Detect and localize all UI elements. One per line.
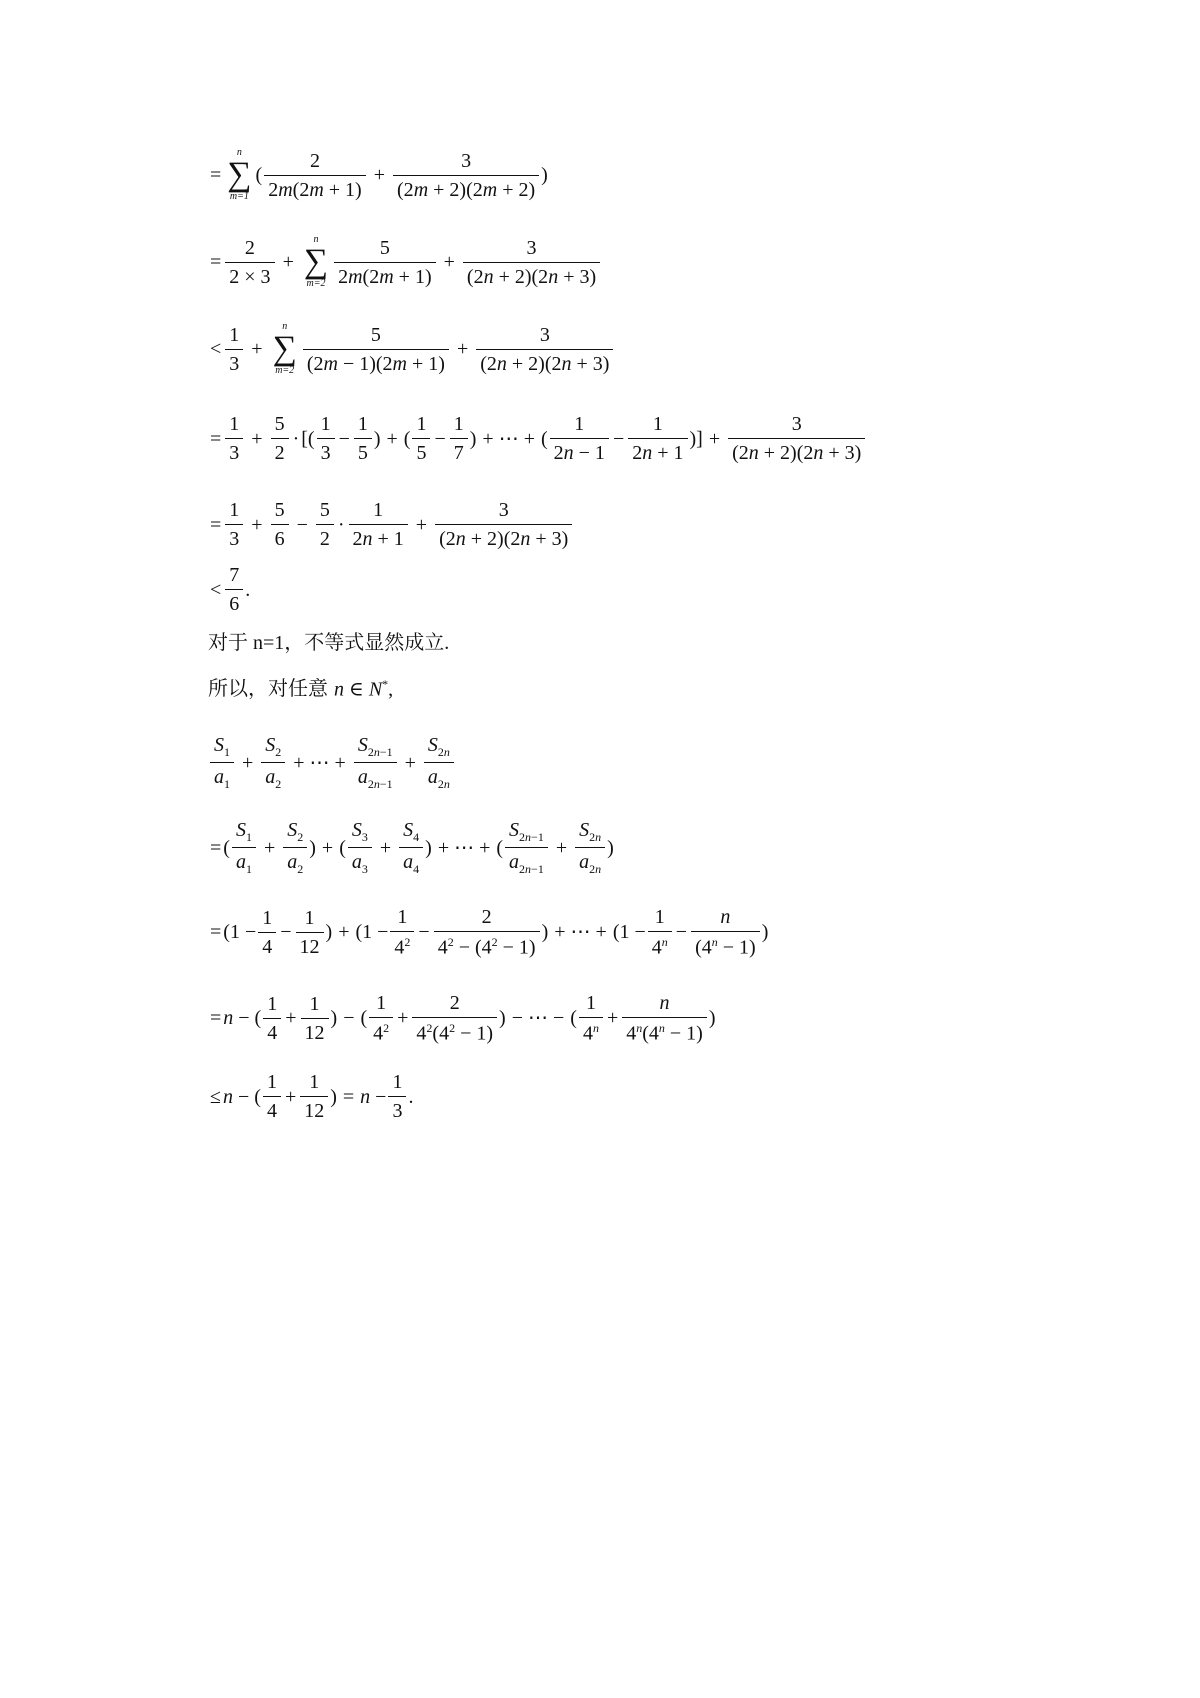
equation-line-3: < $\frac{1}{3}$ + n ∑ m=2 $\frac{5}{(2m - 1)(2m + 1)}$ + $\frac{3}{(2n + 2)(2n + 3)}$	[208, 322, 615, 376]
equation-line-4: = $\frac{1}{3}$ + $\frac{5}{2}$ · [( $\frac{1}{3}$ − $\frac{1}{5}$ ) + ( $\frac{1}{5}$ − $\frac{1}{7}$ ) + ⋯ + ( $\frac{1}{2n - 1}$ − $\frac{1}{2n + 1}$ )] + $\frac{3}{(2n + 2)(2n + 3)}$	[208, 414, 867, 463]
summation: n ∑ m=1	[227, 147, 252, 202]
equation-line-2: = $\frac{2}{2 \times 3}$ + n ∑ m=2 $\frac{5}{2m(2m + 1)}$ + $\frac{3}{(2n + 2)(2n + 3)}$	[208, 235, 602, 289]
equation-line-7: $\frac{S_1}{a_1}$ + $\frac{S_2}{a_2}$ + ⋯ + $\frac{S_{2n-1}}{a_{2n-1}}$ + $\frac{S_{2n}}{a_{2n}}$	[208, 735, 456, 790]
text-line-2-prefix: 所以，对任意	[208, 677, 328, 700]
text-line-2: 所以，对任意 n ∈ N*,	[208, 677, 394, 701]
equation-line-5: = $\frac{1}{3}$ + $\frac{5}{6}$ − $\frac{5}{2}$ · $\frac{1}{2n + 1}$ + $\frac{3}{(2n + 2)(2n + 3)}$	[208, 500, 574, 549]
equation-line-8: = ( $\frac{S_1}{a_1}$ + $\frac{S_2}{a_2}$ ) + ( $\frac{S_3}{a_3}$ + $\frac{S_4}{a_4}$ ) + ⋯ + ( $\frac{S_{2n-1}}{a_{2n-1}}$ + $\frac{S_{2n}}{a_{2n}}$ )	[210, 819, 614, 876]
equation-line-11: ≤ n − ( $\frac{1}{4}$ + $\frac{1}{12}$ ) = n − $\frac{1}{3}$ .	[210, 1071, 414, 1122]
text-line-1: 对于 n=1，不等式显然成立.	[208, 632, 450, 654]
equation-line-6: < $\frac{7}{6}$ .	[210, 564, 251, 615]
equation-line-9: = (1 − $\frac{1}{4}$ − $\frac{1}{12}$ ) + (1 − $\frac{1}{4^2}$ − $\frac{2}{4^2 - (4^2 - 1)}$ ) + ⋯ + (1 − $\frac{1}{4^n}$ − $\frac{n}{(4^n - 1)}$ )	[210, 906, 769, 959]
equation-line-10: = n − ( $\frac{1}{4}$ + $\frac{1}{12}$ ) − ( $\frac{1}{4^2}$ + $\frac{2}{4^2(4^2 - 1)}$ ) − ⋯ − ( $\frac{1}{4^n}$ + $\frac{n}{4^n(4^n - 1)}$ )	[210, 992, 716, 1045]
equation-line-1: = n ∑ m=1 ( $\frac{2}{2m(2m + 1)}$ + $\frac{3}{(2m + 2)(2m + 2)}$ )	[210, 147, 548, 202]
